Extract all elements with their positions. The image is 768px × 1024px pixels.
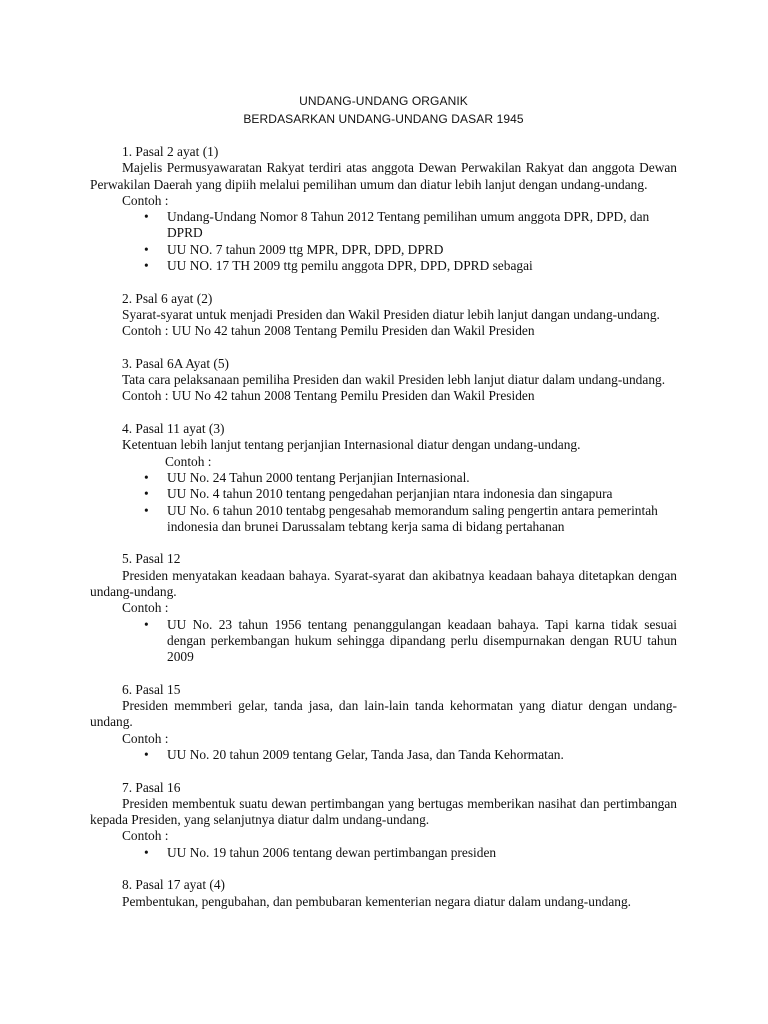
example-list bbox=[90, 617, 677, 666]
contoh-label: Contoh : bbox=[122, 730, 169, 746]
section-heading: 1. Pasal 2 ayat (1) bbox=[122, 144, 219, 159]
list-item: • UU No. 6 tahun 2010 tentabg pengesahab memorandum saling pengertin antara pemerintah indonesia dan brunei Darussalam tebtang kerja sama di bidang pertahanan bbox=[90, 503, 677, 536]
section-8 bbox=[90, 877, 677, 910]
contoh-label: Contoh : bbox=[122, 192, 169, 208]
document-title bbox=[90, 92, 677, 128]
section-heading: 5. Pasal 12 bbox=[122, 551, 181, 567]
contoh-label: Contoh : bbox=[122, 600, 169, 616]
example-list bbox=[90, 209, 677, 274]
section-heading: 2. Psal 6 ayat (2) bbox=[122, 290, 213, 306]
list-item: • Undang-Undang Nomor 8 Tahun 2012 Tentang pemilihan umum anggota DPR, DPD, dan DPRD bbox=[90, 209, 677, 242]
list-item: • UU No. 4 tahun 2010 tentang pengedahan perjanjian ntara indonesia dan singapura bbox=[90, 486, 677, 502]
section-heading: 8. Pasal 17 ayat (4) bbox=[122, 877, 226, 893]
section-2 bbox=[90, 291, 677, 340]
section-3 bbox=[90, 356, 677, 405]
section-4 bbox=[90, 421, 677, 535]
list-item: • UU NO. 7 tahun 2009 ttg MPR, DPR, DPD, DPRD bbox=[90, 242, 677, 258]
example-list bbox=[90, 747, 677, 763]
section-1 bbox=[90, 144, 677, 274]
list-item: • UU No. 20 tahun 2009 tentang Gelar, Tanda Jasa, dan Tanda Kehormatan. bbox=[90, 747, 677, 763]
list-item: • UU No. 19 tahun 2006 tentang dewan pertimbangan presiden bbox=[90, 845, 677, 861]
section-5 bbox=[90, 551, 677, 665]
contoh-label: Contoh : bbox=[122, 828, 169, 844]
list-item: • UU NO. 17 TH 2009 ttg pemilu anggota DPR, DPD, DPRD sebagai bbox=[90, 258, 677, 274]
section-heading: 6. Pasal 15 bbox=[122, 681, 181, 697]
section-body: Syarat-syarat untuk menjadi Presiden dan Wakil Presiden diatur lebih lanjut dangan undang-undang. bbox=[122, 306, 660, 322]
list-item: • UU No. 23 tahun 1956 tentang penanggulangan keadaan bahaya. Tapi karna tidak sesuai dengan perkembangan hukum sehingga dipandang perlu disempurnakan dengan RUU tahun 2009 bbox=[90, 617, 677, 666]
section-heading: 3. Pasal 6A Ayat (5) bbox=[122, 355, 229, 371]
section-heading: 7. Pasal 16 bbox=[122, 779, 181, 795]
section-body: Presiden membentuk suatu dewan pertimbangan yang bertugas memberikan nasihat dan pertimbangan kepada Presiden, yang selanjutnya diatur dalm undang-undang. bbox=[90, 795, 677, 828]
section-body: Presiden memmberi gelar, tanda jasa, dan lain-lain tanda kehormatan yang diatur dengan undang-undang. bbox=[90, 698, 677, 730]
example-list bbox=[90, 845, 677, 861]
title-line-2: BERDASARKAN UNDANG-UNDANG DASAR 1945 bbox=[243, 112, 524, 126]
contoh-line: Contoh : UU No 42 tahun 2008 Tentang Pemilu Presiden dan Wakil Presiden bbox=[122, 388, 535, 404]
section-body: Tata cara pelaksanaan pemiliha Presiden dan wakil Presiden lebh lanjut diatur dalam undang-undang. bbox=[122, 372, 666, 388]
section-6 bbox=[90, 682, 677, 763]
section-body: Majelis Permusyawaratan Rakyat terdiri atas anggota Dewan Perwakilan Rakyat dan anggota Dewan Perwakilan Daerah yang dipiih melalui pemilihan umum dan diatur lebih lanjut dengan undang-undang. bbox=[90, 160, 677, 192]
section-7 bbox=[90, 780, 677, 861]
list-item: • UU No. 24 Tahun 2000 tentang Perjanjian Internasional. bbox=[90, 470, 677, 486]
contoh-line: Contoh : UU No 42 tahun 2008 Tentang Pemilu Presiden dan Wakil Presiden bbox=[122, 323, 535, 339]
section-body: Pembentukan, pengubahan, dan pembubaran kementerian negara diatur dalam undang-undang. bbox=[122, 893, 632, 909]
title-line-1: UNDANG-UNDANG ORGANIK bbox=[299, 94, 468, 108]
section-body: Ketentuan lebih lanjut tentang perjanjian Internasional diatur dengan undang-undang. bbox=[122, 437, 581, 453]
section-heading: 4. Pasal 11 ayat (3) bbox=[122, 421, 225, 437]
section-body: Presiden menyatakan keadaan bahaya. Syarat-syarat dan akibatnya keadaan bahaya ditetapkan dengan undang-undang. bbox=[90, 567, 677, 600]
example-list bbox=[90, 470, 677, 535]
contoh-label: Contoh : bbox=[165, 453, 212, 469]
